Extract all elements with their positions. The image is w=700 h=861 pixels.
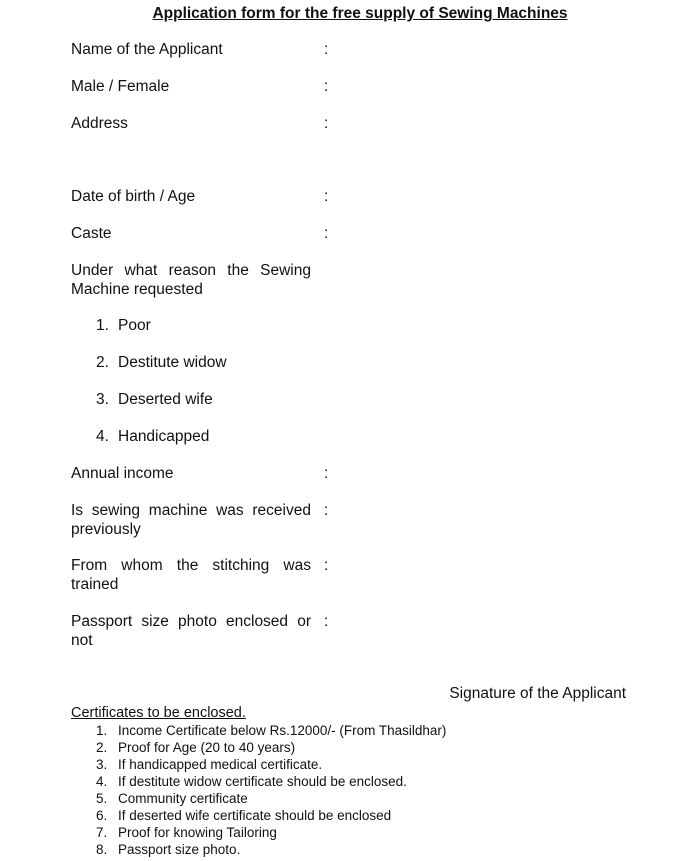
certificate-number: 1. [96, 723, 108, 738]
reason-number: 4. [96, 428, 109, 445]
certificate-text: Proof for knowing Tailoring [118, 825, 277, 840]
field-label-address: Address [71, 115, 128, 132]
field-label-received-previously: Is sewing machine was received previously [71, 502, 311, 538]
reason-text: Destitute widow [118, 354, 227, 371]
field-label-photo-enclosed: Passport size photo enclosed or not [71, 613, 311, 649]
field-label-income: Annual income [71, 465, 174, 482]
certificate-item [96, 841, 446, 858]
field-colon-photo-enclosed: : [324, 613, 329, 630]
reason-text: Deserted wife [118, 391, 213, 408]
certificate-text: Community certificate [118, 791, 248, 806]
certificates-heading: Certificates to be enclosed. [71, 705, 246, 721]
certificate-item [96, 739, 446, 756]
reason-item [96, 428, 209, 446]
field-colon-income: : [324, 465, 329, 482]
field-label-trained-by: From whom the stitching was trained [71, 557, 311, 593]
field-label-dob: Date of birth / Age [71, 188, 196, 205]
reason-text: Poor [118, 317, 151, 334]
certificate-number: 3. [96, 757, 108, 772]
field-label-gender: Male / Female [71, 78, 170, 95]
reason-item [96, 391, 213, 409]
certificate-number: 5. [96, 791, 108, 806]
certificate-text: Income Certificate below Rs.12000/- (From Thasildhar) [118, 723, 447, 738]
field-colon-dob: : [324, 188, 329, 205]
field-colon-name: : [324, 41, 329, 58]
certificate-number: 8. [96, 842, 108, 857]
certificate-text: If handicapped medical certificate. [118, 757, 323, 772]
reason-text: Handicapped [118, 428, 210, 445]
field-colon-trained-by: : [324, 557, 329, 574]
certificate-number: 2. [96, 740, 108, 755]
certificate-item [96, 773, 446, 790]
reason-number: 3. [96, 391, 109, 408]
certificate-item [96, 790, 446, 807]
certificate-text: If destitute widow certificate should be enclosed. [118, 774, 407, 789]
field-colon-address: : [324, 115, 329, 132]
reason-item [96, 317, 151, 335]
certificate-item [96, 807, 446, 824]
form-title: Application form for the free supply of Sewing Machines [152, 5, 568, 22]
certificate-item [96, 756, 446, 773]
field-colon-caste: : [324, 225, 329, 242]
certificate-text: Passport size photo. [118, 842, 241, 857]
certificate-number: 6. [96, 808, 108, 823]
certificates-list [96, 722, 446, 858]
signature-label: Signature of the Applicant [449, 685, 626, 702]
field-colon-gender: : [324, 78, 329, 95]
reason-number: 2. [96, 354, 109, 371]
field-colon-received-previously: : [324, 502, 329, 519]
certificate-number: 4. [96, 774, 108, 789]
certificate-item [96, 722, 446, 739]
field-label-reason: Under what reason the Sewing Machine requested [71, 262, 311, 298]
certificate-item [96, 824, 446, 841]
certificate-number: 7. [96, 825, 108, 840]
reason-item [96, 354, 227, 372]
certificate-text: Proof for Age (20 to 40 years) [118, 740, 296, 755]
field-label-name: Name of the Applicant [71, 41, 223, 58]
certificate-text: If deserted wife certificate should be enclosed [118, 808, 392, 823]
reason-number: 1. [96, 317, 109, 334]
field-label-caste: Caste [71, 225, 112, 242]
